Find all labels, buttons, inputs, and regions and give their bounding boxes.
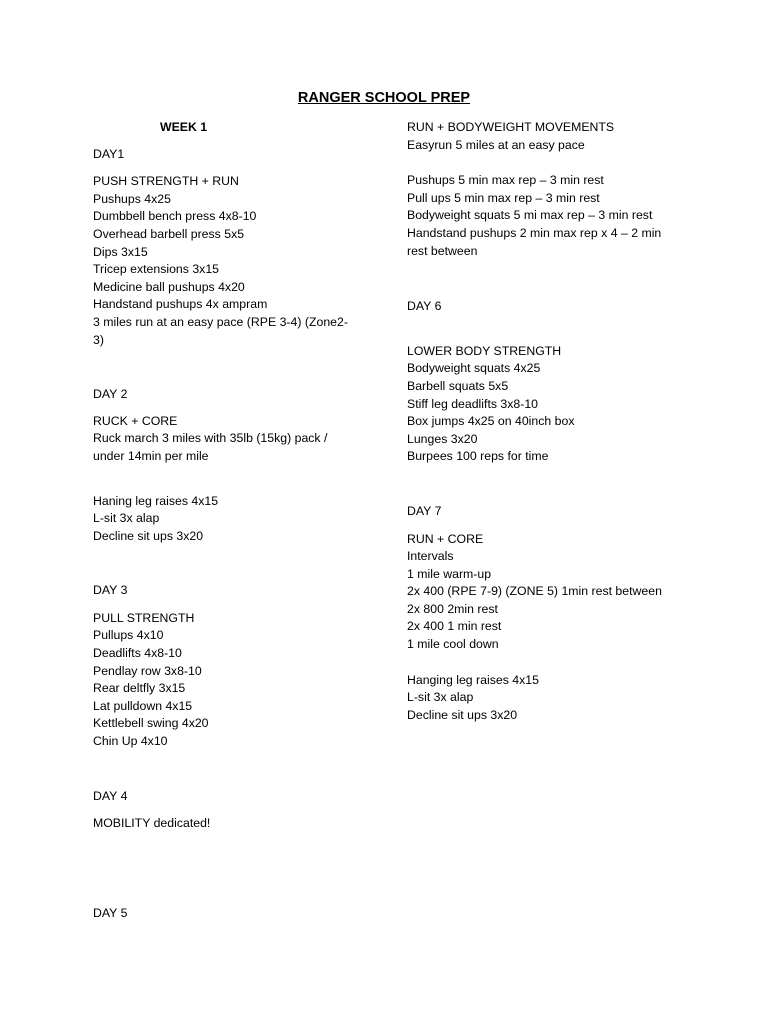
list-item: Medicine ball pushups 4x20	[93, 279, 245, 294]
day3-exercise-list	[93, 627, 363, 750]
right-column	[407, 119, 687, 724]
list-item: Barbell squats 5x5	[407, 378, 509, 393]
list-item: Pushups 4x25	[93, 191, 171, 206]
day1-label: DAY1	[93, 147, 125, 161]
week-label: WEEK 1	[160, 120, 208, 134]
list-item: Pendlay row 3x8-10	[93, 663, 202, 678]
list-item: Burpees 100 reps for time	[407, 449, 549, 464]
list-item: Lunges 3x20	[407, 431, 478, 446]
list-item: Stiff leg deadlifts 3x8-10	[407, 396, 539, 411]
list-item: Chin Up 4x10	[93, 734, 168, 749]
day6-exercise-list	[407, 360, 687, 466]
list-item: Handstand pushups 2 min max rep x 4 – 2 min rest between	[407, 225, 662, 258]
list-item: Overhead barbell press 5x5	[93, 226, 245, 241]
list-item: 1 mile warm-up	[407, 566, 492, 581]
list-item: 2x 400 1 min rest	[407, 619, 502, 634]
list-item: Tricep extensions 3x15	[93, 262, 219, 277]
day6-section	[407, 298, 687, 466]
day5-body-section	[407, 119, 687, 260]
list-item: Haning leg raises 4x15	[93, 493, 219, 508]
day6-label: DAY 6	[407, 299, 442, 314]
day3-label: DAY 3	[93, 583, 128, 598]
list-item: Dumbbell bench press 4x8-10	[93, 209, 257, 224]
list-item: 2x 400 (RPE 7-9) (ZONE 5) 1min rest between	[407, 584, 662, 599]
day2-ruck-line: Ruck march 3 miles with 35lb (15kg) pack / under 14min per mile	[93, 431, 328, 463]
day5-exercise-list	[407, 172, 687, 260]
list-item: Pullups 4x10	[93, 628, 164, 643]
list-item: Dips 3x15	[93, 244, 148, 259]
day3-workout-title: PULL STRENGTH	[93, 610, 195, 625]
day2-workout-title: RUCK + CORE	[93, 413, 178, 428]
list-item: Bodyweight squats 4x25	[407, 361, 541, 376]
list-item: Bodyweight squats 5 mi max rep – 3 min rest	[407, 208, 653, 223]
list-item: Pushups 5 min max rep – 3 min rest	[407, 173, 604, 188]
day7-core-list	[407, 672, 687, 725]
day1-workout-title: PUSH STRENGTH + RUN	[93, 174, 239, 189]
list-item: Box jumps 4x25 on 40inch box	[407, 414, 575, 429]
day7-interval-list	[407, 548, 687, 654]
list-item: Pull ups 5 min max rep – 3 min rest	[407, 190, 600, 205]
day7-section	[407, 503, 687, 725]
day4-label: DAY 4	[93, 788, 128, 803]
day4-workout-title: MOBILITY dedicated!	[93, 816, 211, 831]
list-item: Handstand pushups 4x ampram	[93, 297, 268, 312]
list-item: Hanging leg raises 4x15	[407, 672, 539, 687]
day5-section	[93, 905, 363, 923]
list-item: Rear deltfly 3x15	[93, 681, 186, 696]
list-item: Decline sit ups 3x20	[93, 528, 204, 543]
list-item: L-sit 3x alap	[93, 511, 160, 526]
list-item: Decline sit ups 3x20	[407, 707, 518, 722]
list-item: Intervals	[407, 549, 454, 564]
day5-label: DAY 5	[93, 905, 128, 920]
day2-core-list	[93, 493, 363, 546]
document-title: RANGER SCHOOL PREP	[297, 90, 471, 106]
day6-workout-title: LOWER BODY STRENGTH	[407, 343, 562, 358]
day7-label: DAY 7	[407, 503, 442, 518]
day3-section	[93, 582, 363, 750]
list-item: L-sit 3x alap	[407, 690, 474, 705]
list-item: 2x 800 2min rest	[407, 601, 498, 616]
day7-workout-title: RUN + CORE	[407, 531, 484, 546]
list-item: 3 miles run at an easy pace (RPE 3-4) (Zone2-3)	[93, 314, 348, 347]
list-item: Lat pulldown 4x15	[93, 698, 193, 713]
day4-section	[93, 788, 363, 833]
day2-section	[93, 386, 363, 545]
list-item: 1 mile cool down	[407, 637, 499, 652]
left-column	[93, 146, 363, 922]
day5-run-line: Easyrun 5 miles at an easy pace	[407, 137, 585, 152]
list-item: Kettlebell swing 4x20	[93, 716, 209, 731]
day1-section	[93, 146, 363, 349]
list-item: Deadlifts 4x8-10	[93, 646, 182, 661]
day5-workout-title: RUN + BODYWEIGHT MOVEMENTS	[407, 120, 615, 134]
day1-exercise-list	[93, 191, 363, 349]
day2-label: DAY 2	[93, 387, 128, 402]
